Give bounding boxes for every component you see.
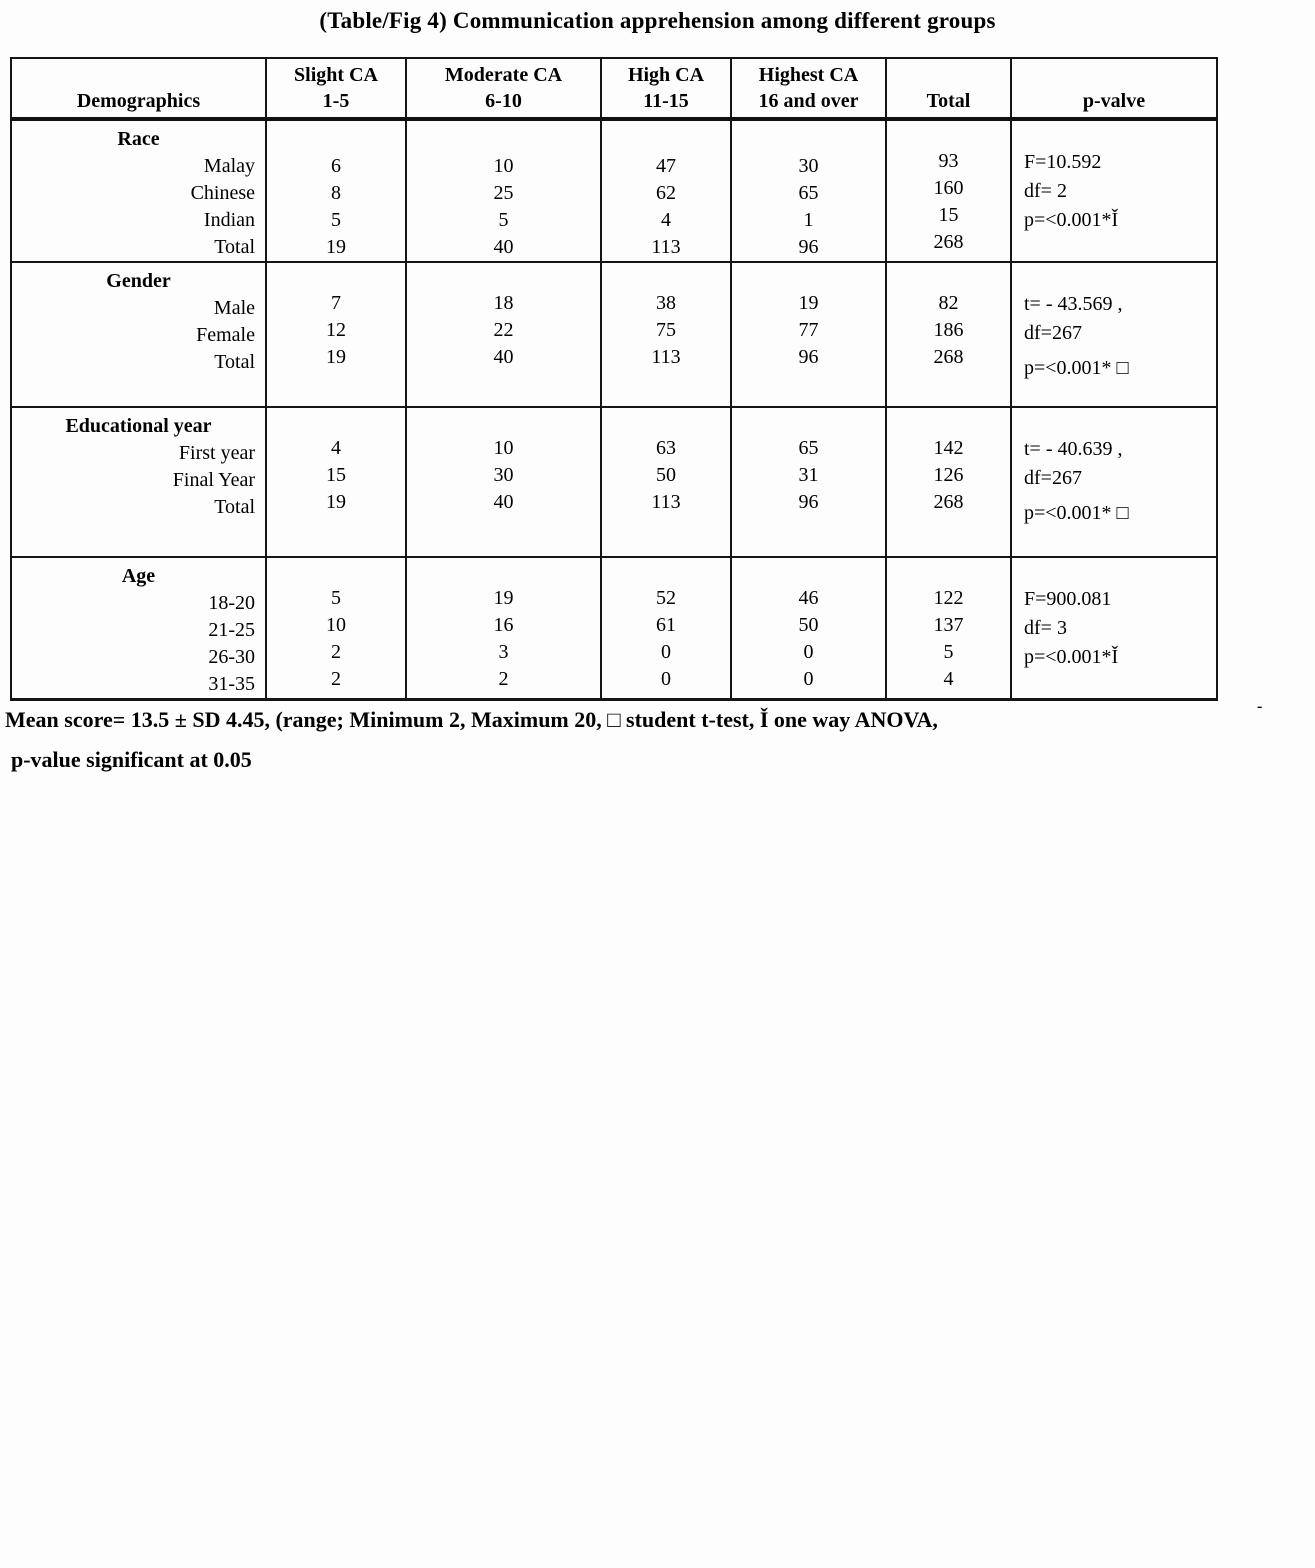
stat-line: df=267 bbox=[1024, 467, 1082, 489]
cell-value: 19 bbox=[326, 491, 346, 513]
stat-line: df=267 bbox=[1024, 322, 1082, 344]
cell-value: 2 bbox=[331, 641, 341, 663]
cell-value: 10 bbox=[326, 614, 346, 636]
num-cell-slight bbox=[266, 557, 406, 700]
cell-value: 25 bbox=[493, 182, 514, 204]
stray-dash-mark: - bbox=[1257, 698, 1263, 715]
cell-value: 268 bbox=[933, 491, 964, 513]
cell-value: 30 bbox=[493, 464, 514, 486]
cell-value: 19 bbox=[798, 292, 819, 314]
cell-value: 8 bbox=[331, 182, 341, 204]
num-cell-high bbox=[601, 557, 731, 700]
cell-value: 160 bbox=[933, 177, 964, 199]
cell-value: 5 bbox=[498, 209, 509, 231]
header-cell-slight-ca bbox=[266, 58, 406, 119]
header-total: Total bbox=[926, 90, 971, 112]
stats-cell-gender bbox=[1011, 262, 1217, 407]
header-slight-ca: Slight CA bbox=[294, 64, 378, 86]
demo-cell-age bbox=[11, 557, 266, 700]
num-cell-high bbox=[601, 119, 731, 262]
stats-cell-age bbox=[1011, 557, 1217, 700]
row-label: Malay bbox=[203, 155, 255, 177]
row-label: Total bbox=[214, 236, 255, 258]
cell-value: 61 bbox=[656, 614, 676, 636]
demo-cell-gender bbox=[11, 262, 266, 407]
cell-value: 15 bbox=[326, 464, 346, 486]
row-label: First year bbox=[178, 442, 255, 464]
cell-value: 30 bbox=[798, 155, 819, 177]
cell-value: 47 bbox=[656, 155, 676, 177]
row-label: Final Year bbox=[172, 469, 255, 491]
header-moderate-ca-range: 6-10 bbox=[485, 90, 522, 112]
num-cell-high bbox=[601, 407, 731, 557]
cell-value: 122 bbox=[933, 587, 964, 609]
cell-value: 268 bbox=[933, 346, 964, 368]
row-label: Total bbox=[214, 351, 255, 373]
header-cell-highest-ca bbox=[731, 58, 886, 119]
cell-value: 18 bbox=[493, 292, 514, 314]
cell-value: 62 bbox=[656, 182, 676, 204]
cell-value: 0 bbox=[661, 641, 671, 663]
cell-value: 65 bbox=[798, 437, 819, 459]
table-footnote bbox=[5, 700, 1300, 780]
cell-value: 38 bbox=[656, 292, 676, 314]
cell-value: 10 bbox=[493, 437, 514, 459]
cell-value: 82 bbox=[938, 292, 959, 314]
row-label: 21-25 bbox=[208, 619, 255, 641]
cell-value: 50 bbox=[798, 614, 819, 636]
cell-value: 3 bbox=[498, 641, 509, 663]
cell-value: 40 bbox=[493, 236, 514, 258]
num-cell-moderate bbox=[406, 119, 601, 262]
footnote-line-2: p-value significant at 0.05 bbox=[11, 747, 252, 772]
cell-value: 4 bbox=[943, 668, 954, 690]
cell-value: 5 bbox=[331, 587, 341, 609]
cell-value: 268 bbox=[933, 231, 964, 253]
num-cell-moderate bbox=[406, 407, 601, 557]
row-label: Total bbox=[214, 496, 255, 518]
cell-value: 16 bbox=[493, 614, 514, 636]
num-cell-total bbox=[886, 407, 1011, 557]
num-cell-moderate bbox=[406, 262, 601, 407]
cell-value: 46 bbox=[798, 587, 819, 609]
stats-cell-race bbox=[1011, 119, 1217, 262]
cell-value: 65 bbox=[798, 182, 819, 204]
cell-value: 77 bbox=[798, 319, 819, 341]
cell-value: 1 bbox=[803, 209, 814, 231]
stat-line: p=<0.001*Ǐ bbox=[1024, 646, 1119, 668]
stat-line: t= - 40.639 , bbox=[1024, 438, 1123, 460]
cell-value: 7 bbox=[331, 292, 341, 314]
cell-value: 96 bbox=[798, 346, 819, 368]
cell-value: 113 bbox=[651, 346, 681, 368]
num-cell-highest bbox=[731, 557, 886, 700]
cell-value: 10 bbox=[493, 155, 514, 177]
cell-value: 4 bbox=[661, 209, 671, 231]
header-highest-ca-range: 16 and over bbox=[758, 90, 859, 112]
stat-line: t= - 43.569 , bbox=[1024, 293, 1123, 315]
cell-value: 96 bbox=[798, 236, 819, 258]
cell-value: 19 bbox=[326, 236, 346, 258]
ca-table bbox=[10, 57, 1218, 701]
header-slight-ca-range: 1-5 bbox=[322, 90, 350, 112]
num-cell-moderate bbox=[406, 557, 601, 700]
cell-value: 113 bbox=[651, 236, 681, 258]
demo-cell-educational-year bbox=[11, 407, 266, 557]
num-cell-high bbox=[601, 262, 731, 407]
section-row-race bbox=[11, 119, 1217, 262]
section-title-age: Age bbox=[121, 565, 156, 587]
num-cell-slight bbox=[266, 407, 406, 557]
cell-value: 0 bbox=[803, 641, 814, 663]
num-cell-slight bbox=[266, 119, 406, 262]
cell-value: 15 bbox=[938, 204, 959, 226]
cell-value: 40 bbox=[493, 346, 514, 368]
cell-value: 93 bbox=[938, 150, 959, 172]
row-label: 26-30 bbox=[208, 646, 255, 668]
cell-value: 12 bbox=[326, 319, 346, 341]
stat-line: p=<0.001* □ bbox=[1024, 357, 1129, 379]
section-row-age bbox=[11, 557, 1217, 700]
demo-cell-race bbox=[11, 119, 266, 262]
header-pvalve: p-valve bbox=[1082, 90, 1146, 112]
row-label: Female bbox=[196, 324, 255, 346]
stat-line: p=<0.001* □ bbox=[1024, 502, 1129, 524]
cell-value: 50 bbox=[656, 464, 676, 486]
section-title-race: Race bbox=[117, 128, 160, 150]
cell-value: 19 bbox=[493, 587, 514, 609]
num-cell-highest bbox=[731, 119, 886, 262]
row-label: 18-20 bbox=[208, 592, 255, 614]
num-cell-total bbox=[886, 557, 1011, 700]
page-title: (Table/Fig 4) Communication apprehension among different groups bbox=[319, 8, 996, 33]
header-cell-high-ca bbox=[601, 58, 731, 119]
header-high-ca: High CA bbox=[627, 64, 705, 86]
section-title-gender: Gender bbox=[106, 270, 171, 292]
header-highest-ca: Highest CA bbox=[758, 64, 859, 86]
header-cell-demographics bbox=[11, 58, 266, 119]
cell-value: 96 bbox=[798, 491, 819, 513]
header-demographics: Demographics bbox=[76, 90, 201, 112]
row-label: Male bbox=[213, 297, 255, 319]
num-cell-total bbox=[886, 119, 1011, 262]
header-cell-pvalve bbox=[1011, 58, 1217, 119]
header-high-ca-range: 11-15 bbox=[643, 90, 689, 112]
stat-line: F=10.592 bbox=[1024, 151, 1102, 173]
cell-value: 5 bbox=[331, 209, 341, 231]
section-title-educational-year: Educational year bbox=[65, 415, 212, 437]
num-cell-highest bbox=[731, 262, 886, 407]
cell-value: 2 bbox=[498, 668, 509, 690]
cell-value: 113 bbox=[651, 491, 681, 513]
header-cell-moderate-ca bbox=[406, 58, 601, 119]
cell-value: 142 bbox=[933, 437, 964, 459]
section-row-educational-year bbox=[11, 407, 1217, 557]
stat-line: F=900.081 bbox=[1024, 588, 1112, 610]
cell-value: 137 bbox=[933, 614, 964, 636]
cell-value: 0 bbox=[803, 668, 814, 690]
num-cell-total bbox=[886, 262, 1011, 407]
cell-value: 22 bbox=[493, 319, 514, 341]
cell-value: 63 bbox=[656, 437, 676, 459]
cell-value: 126 bbox=[933, 464, 964, 486]
cell-value: 40 bbox=[493, 491, 514, 513]
cell-value: 5 bbox=[943, 641, 954, 663]
row-label: Indian bbox=[203, 209, 255, 231]
stat-line: df= 2 bbox=[1024, 180, 1067, 202]
row-label: 31-35 bbox=[208, 673, 255, 695]
stat-line: p=<0.001*Ǐ bbox=[1024, 209, 1119, 231]
cell-value: 2 bbox=[331, 668, 341, 690]
num-cell-slight bbox=[266, 262, 406, 407]
cell-value: 0 bbox=[661, 668, 671, 690]
row-label: Chinese bbox=[190, 182, 255, 204]
footnote-line-1: Mean score= 13.5 ± SD 4.45, (range; Minimum 2, Maximum 20, □ student t-test, Ǐ one way ANOVA, bbox=[5, 707, 938, 732]
stat-line: df= 3 bbox=[1024, 617, 1067, 639]
cell-value: 4 bbox=[331, 437, 341, 459]
header-row bbox=[11, 58, 1217, 119]
section-row-gender bbox=[11, 262, 1217, 407]
num-cell-highest bbox=[731, 407, 886, 557]
cell-value: 31 bbox=[798, 464, 819, 486]
cell-value: 19 bbox=[326, 346, 346, 368]
header-cell-total bbox=[886, 58, 1011, 119]
header-moderate-ca: Moderate CA bbox=[444, 64, 563, 86]
cell-value: 75 bbox=[656, 319, 676, 341]
stats-cell-educational-year bbox=[1011, 407, 1217, 557]
cell-value: 186 bbox=[933, 319, 964, 341]
cell-value: 52 bbox=[656, 587, 676, 609]
cell-value: 6 bbox=[331, 155, 341, 177]
